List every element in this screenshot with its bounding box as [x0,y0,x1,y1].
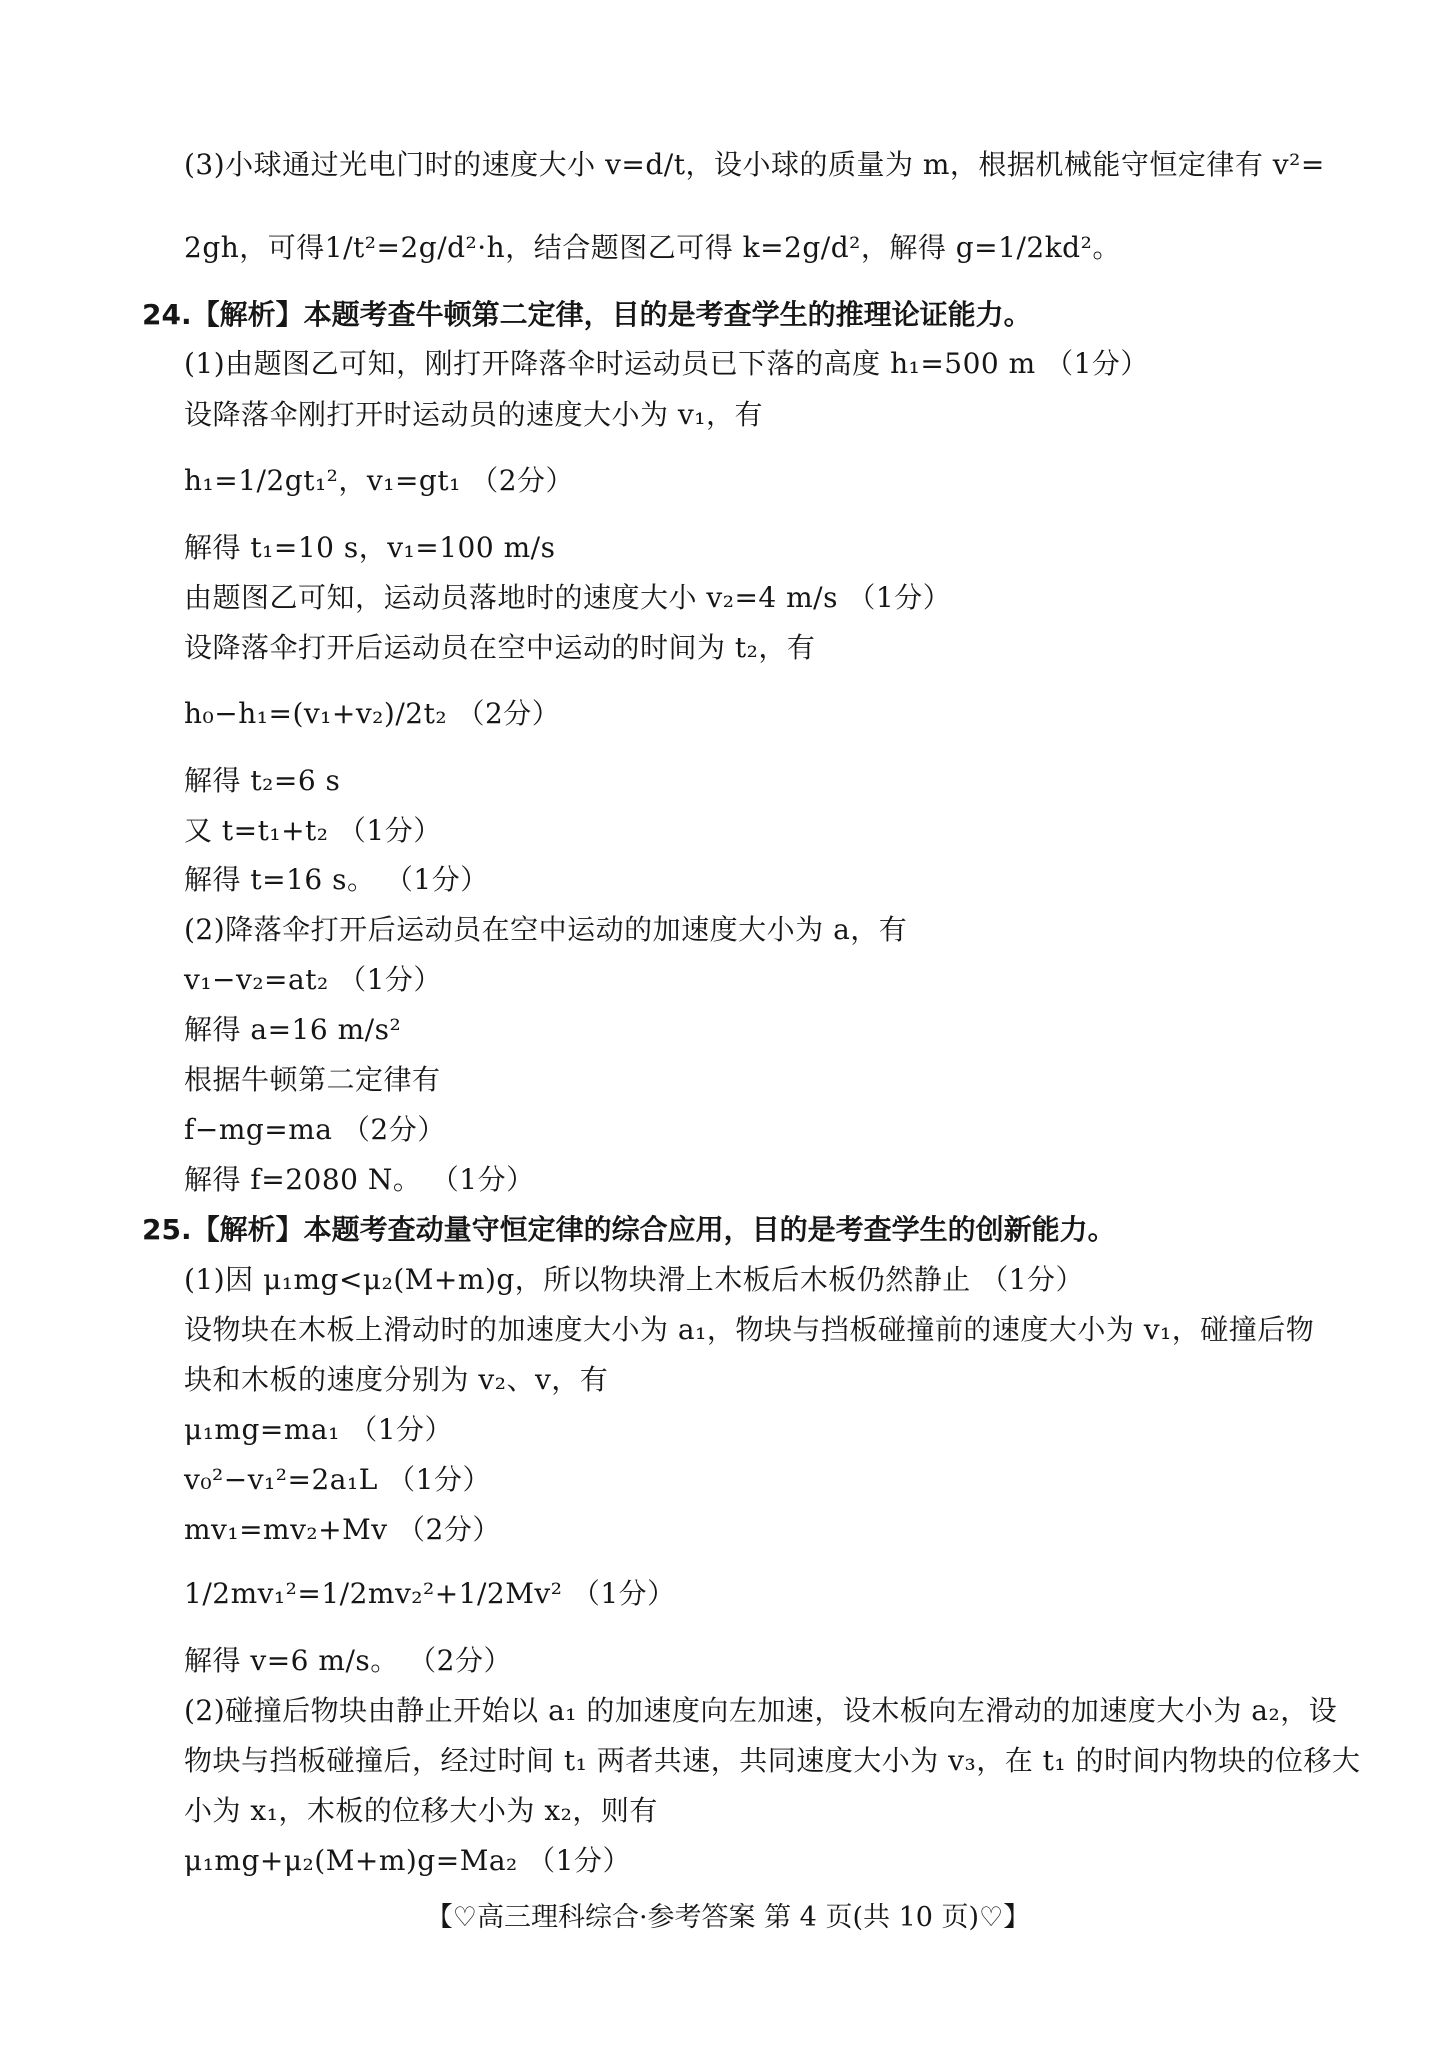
text-line: 解得 f=2080 N。 （1分） [184,1163,535,1196]
text-line: 块和木板的速度分别为 v₂、v，有 [184,1363,609,1396]
page-footer: 【♡高三理科综合·参考答案 第 4 页(共 10 页)♡】 [425,1902,1031,1933]
text-line: 解得 t=16 s。 （1分） [184,863,489,896]
text-line: 解得 t₁=10 s，v₁=100 m/s [184,531,556,564]
formula-line: μ₁mg+μ₂(M+m)g=Ma₂ （1分） [184,1844,631,1877]
formula-line: h₀−h₁=(v₁+v₂)/2t₂ （2分） [184,697,561,730]
formula-line: 1/2mv₁²=1/2mv₂²+1/2Mv² （1分） [184,1577,676,1610]
formula-line: μ₁mg=ma₁ （1分） [184,1413,454,1446]
text-line: 由题图乙可知，运动员落地时的速度大小 v₂=4 m/s （1分） [184,581,952,614]
text-line: 解得 a=16 m/s² [184,1013,402,1046]
text-line: 设降落伞刚打开时运动员的速度大小为 v₁，有 [184,398,763,431]
text-line: 物块与挡板碰撞后，经过时间 t₁ 两者共速，共同速度大小为 v₃，在 t₁ 的时间内物块的位移大 [184,1744,1361,1777]
text-line: 根据牛顿第二定律有 [184,1063,441,1096]
formula-line: h₁=1/2gt₁²，v₁=gt₁ （2分） [184,464,575,497]
text-line: 解得 t₂=6 s [184,764,341,797]
formula-line: 又 t=t₁+t₂ （1分） [184,814,442,847]
text-line: 设降落伞打开后运动员在空中运动的时间为 t₂，有 [184,631,816,664]
formula-line: f−mg=ma （2分） [184,1113,446,1146]
text-line: 小为 x₁，木板的位移大小为 x₂，则有 [184,1794,658,1827]
text-line: 解得 v=6 m/s。 （2分） [184,1644,512,1677]
question-heading-24: 24.【解析】本题考查牛顿第二定律，目的是考查学生的推理论证能力。 [142,298,1032,331]
text-line: (2)降落伞打开后运动员在空中运动的加速度大小为 a，有 [184,913,908,946]
text-line: (3)小球通过光电门时的速度大小 v=d/t，设小球的质量为 m，根据机械能守恒定律有 v²= [184,148,1325,181]
text-line: (1)因 μ₁mg<μ₂(M+m)g，所以物块滑上木板后木板仍然静止 （1分） [184,1263,1085,1296]
formula-line: v₀²−v₁²=2a₁L （1分） [184,1463,491,1496]
text-line: 设物块在木板上滑动时的加速度大小为 a₁，物块与挡板碰撞前的速度大小为 v₁，碰撞后物 [184,1313,1315,1346]
text-line: (1)由题图乙可知，刚打开降落伞时运动员已下落的高度 h₁=500 m （1分） [184,347,1149,380]
question-heading-25: 25.【解析】本题考查动量守恒定律的综合应用，目的是考查学生的创新能力。 [142,1213,1116,1246]
text-line: 2gh，可得1/t²=2g/d²·h，结合题图乙可得 k=2g/d²，解得 g=1/2kd²。 [184,231,1121,264]
formula-line: mv₁=mv₂+Mv （2分） [184,1513,501,1546]
text-line: (2)碰撞后物块由静止开始以 a₁ 的加速度向左加速，设木板向左滑动的加速度大小为 a₂，设 [184,1694,1338,1727]
formula-line: v₁−v₂=at₂ （1分） [184,963,442,996]
